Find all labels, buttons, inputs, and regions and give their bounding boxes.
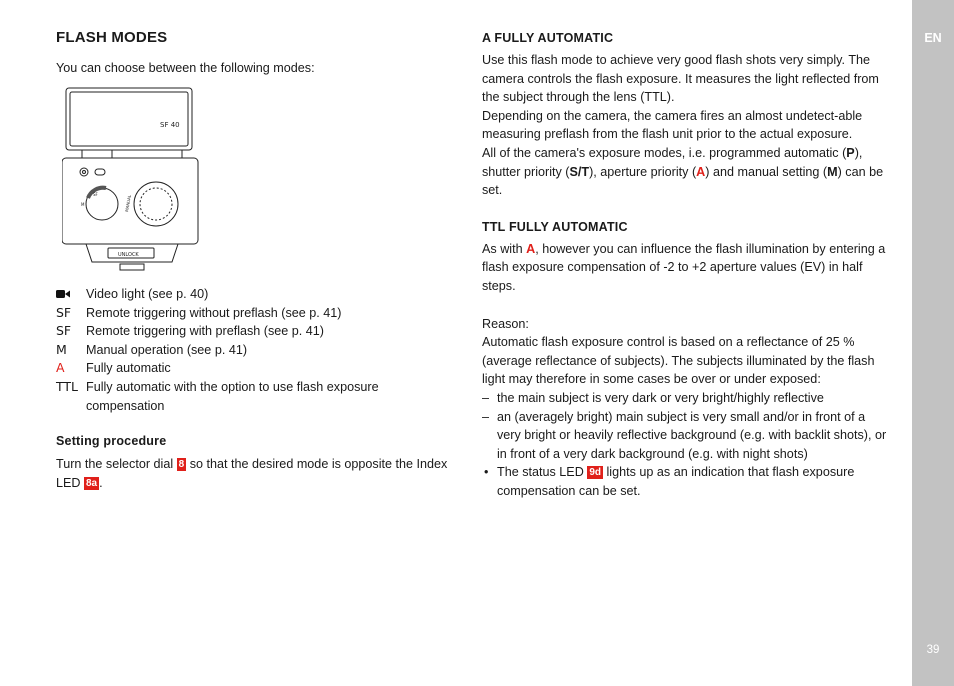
mode-row-ttl [56, 378, 448, 415]
list-item: • The status LED 9d lights up as an indication that flash exposure compensation can be set. [482, 463, 892, 500]
mode-row-video [56, 285, 448, 304]
mode-code: A [56, 360, 65, 376]
reason-text: Automatic flash exposure control is based on a reflectance of 25 % (average reflectance of subjects). The subjects illuminated by the flash light may therefore in some cases be over or under exposed: [482, 335, 875, 387]
ref-tag: 9d [589, 467, 601, 479]
mode-row-sf [56, 304, 448, 323]
mode-text: Fully automatic with the option to use flash exposure compensation [86, 379, 379, 413]
video-camera-icon [56, 285, 86, 304]
reason-list [482, 389, 892, 463]
dial-label-m: M [81, 202, 85, 207]
reason-label: Reason: [482, 316, 529, 331]
mode-row-m [56, 341, 448, 360]
mode-code: SF [56, 323, 72, 339]
right-column [482, 29, 892, 500]
mode-text: Fully automatic [86, 361, 171, 376]
mode-code: SF [56, 304, 72, 320]
language-label: EN [924, 31, 942, 45]
list-item: – the main subject is very dark or very bright/highly reflective [482, 389, 892, 408]
dial-label-sf: SF [93, 192, 98, 197]
model-label: SF 40 [160, 121, 180, 129]
mode-code: TTL [56, 378, 79, 394]
mode-text: Manual operation (see p. 41) [86, 342, 248, 357]
mode-text: Video light (see p. 40) [86, 287, 209, 301]
status-led-note [482, 463, 892, 500]
setting-procedure-title: Setting procedure [56, 434, 167, 449]
a-paragraph-3: All of the camera's exposure modes, i.e. programmed automatic (P), shutter priority (S/T), aperture priority (A) and manual setting (M) can be set. [482, 145, 884, 198]
ttl-paragraph: As with A, however you can influence the flash illumination by entering a flash exposure compensation of -2 to +2 aperture values (EV) in half steps. [482, 241, 886, 293]
a-paragraph-2: Depending on the camera, the camera fires an almost undetect-able measuring preflash from the flash unit prior to the actual exposure. [482, 108, 863, 142]
mode-text: Remote triggering with preflash (see p. 41) [86, 324, 324, 339]
ref-tag: 8 [178, 459, 185, 471]
page-number: 39 [926, 644, 940, 656]
section-title: FLASH MODES [56, 29, 168, 46]
mode-list [56, 285, 448, 492]
ref-tag: 8a [86, 477, 98, 489]
mode-row-sf-preflash [56, 322, 448, 341]
flash-unit-illustration [62, 86, 202, 279]
mode-text: Remote triggering without preflash (see p. 41) [86, 305, 342, 320]
a-paragraph-1: Use this flash mode to achieve very good flash shots very simply. The camera controls the flash exposure. It measures the light reflected from the subject through the lens (TTL). [482, 53, 879, 105]
setting-procedure-text: Turn the selector dial 8 so that the desired mode is opposite the Index LED 8a . [56, 457, 448, 490]
page-sidebar [912, 0, 954, 686]
left-column [56, 29, 448, 490]
svg-text:MANUAL: MANUAL [124, 194, 132, 213]
ttl-fully-automatic-title: TTL FULLY AUTOMATIC [482, 219, 628, 234]
mode-code: M [56, 341, 67, 357]
intro-text: You can choose between the following modes: [56, 61, 315, 75]
a-fully-automatic-title: A FULLY AUTOMATIC [482, 31, 614, 45]
mode-row-a [56, 359, 448, 378]
list-item: – an (averagely bright) main subject is very small and/or in front of a very bright or heavily reflective background (e.g. with backlit shots), or in front of a very dark background (e.g. with night shots) [482, 408, 892, 464]
unlock-label: UNLOCK [118, 252, 139, 258]
